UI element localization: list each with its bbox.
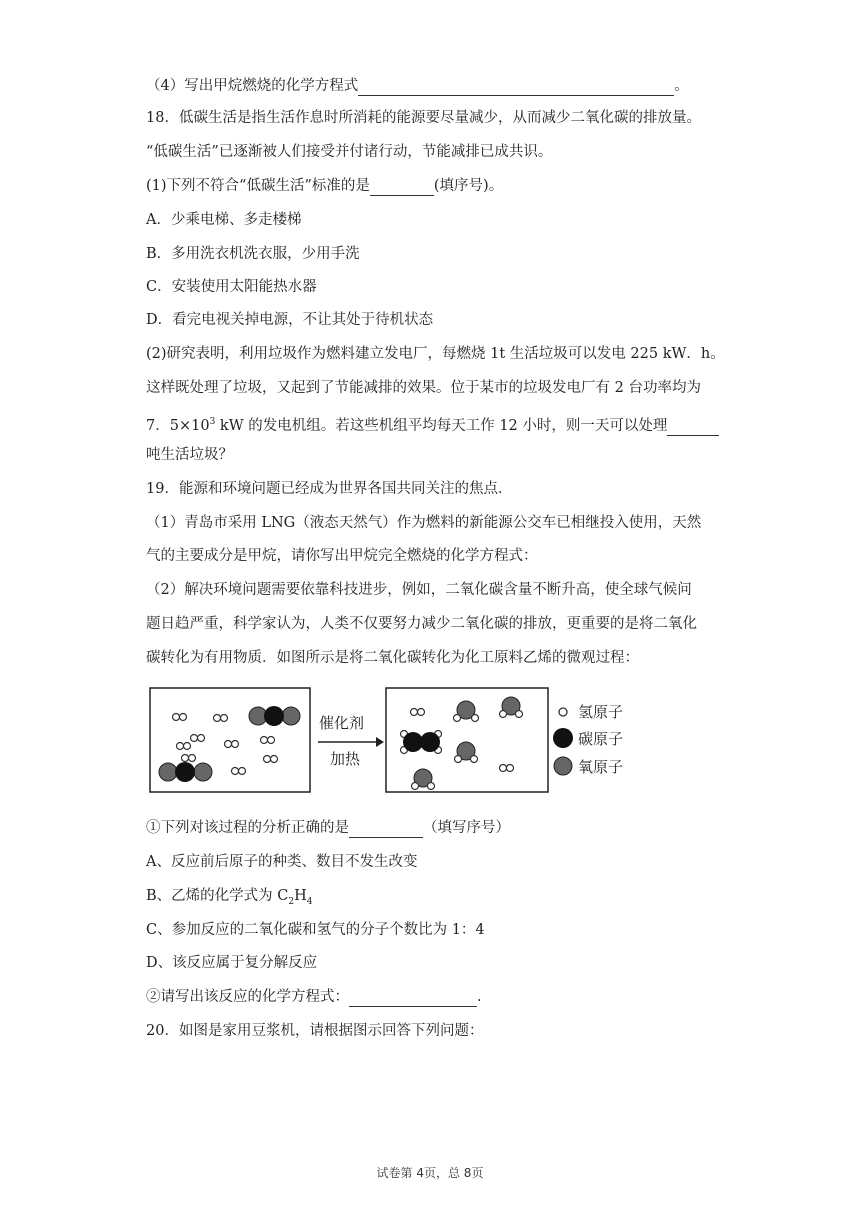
q19-p2-line1: （2）解决环境问题需要依靠科技进步，例如，二氧化碳含量不断升高，使全球气候问 (146, 582, 692, 598)
arrow-top-label: 催化剂 (319, 714, 365, 732)
q18-option-c: C．安装使用太阳能热水器 (146, 279, 317, 295)
q18-sub1 (146, 176, 503, 196)
carbon-atom-icon (553, 728, 573, 748)
q20-stem: 20．如图是家用豆浆机，请根据图示回答下列问题： (146, 1023, 484, 1039)
q19-option-b (146, 886, 312, 912)
answer-blank[interactable] (370, 179, 434, 196)
legend-oxygen: 氧原子 (578, 758, 624, 776)
q18-stem-line1: 18．低碳生活是指生活作息时所消耗的能源要尽量减少，从而减少二氧化碳的排放量。 (146, 110, 701, 126)
q18-option-a: A．少乘电梯、多走楼梯 (146, 212, 302, 228)
q19-q2 (146, 987, 482, 1007)
reactant-molecules (159, 706, 300, 782)
q17-4-line (146, 76, 689, 96)
answer-blank[interactable] (349, 990, 477, 1007)
q19-option-b-sub2: 4 (306, 896, 313, 907)
answer-blank[interactable] (667, 419, 719, 436)
q19-q1 (146, 818, 510, 838)
diagram-legend (553, 703, 623, 776)
q17-4-end: 。 (674, 78, 689, 94)
q19-option-b-sub1: 2 (288, 896, 295, 907)
q19-stem: 19．能源和环境问题已经成为世界各国共同关注的焦点． (146, 481, 513, 497)
q19-p2-line3: 碳转化为有用物质．如图所示是将二氧化碳转化为化工原料乙烯的微观过程： (146, 650, 639, 666)
q19-p2-line2: 题日趋严重，科学家认为，人类不仅要努力减少二氧化碳的排放，更重要的是将二氧化 (146, 616, 697, 632)
q18-sub2-line1: (2)研究表明，利用垃圾作为燃料建立发电厂，每燃烧 1t 生活垃圾可以发电 225 kW．h。 (146, 346, 725, 362)
q18-option-d: D．看完电视关掉电源，不让其处于待机状态 (146, 312, 434, 328)
q18-option-b: B．多用洗衣机洗衣服，少用手洗 (146, 246, 360, 262)
q18-sub2-line3-text: kW 的发电机组。若这些机组平均每天工作 12 小时，则一天可以处理 (215, 417, 668, 434)
legend-hydrogen: 氢原子 (578, 703, 624, 721)
q18-stem-line2: “低碳生活”已逐渐被人们接受并付诸行动，节能减排已成共识。 (146, 144, 553, 160)
q19-q2-text: ②请写出该反应的化学方程式： (146, 989, 349, 1005)
reaction-diagram (148, 686, 668, 806)
q18-sub2-line2: 这样既处理了垃圾，又起到了节能减排的效果。位于某市的垃圾发电厂有 2 台功率均为 (146, 380, 701, 396)
oxygen-atom-icon (554, 757, 572, 775)
arrow-head-icon (376, 737, 384, 747)
q18-sub1-text: (1)下列不符合“低碳生活”标准的是 (146, 178, 370, 194)
arrow-bottom-label: 加热 (330, 750, 361, 768)
q17-4-text: （4）写出甲烷燃烧的化学方程式 (146, 78, 359, 94)
q18-power-exponent: 3 (209, 417, 216, 427)
q19-q1-end: （填写序号） (423, 820, 510, 836)
page-footer: 试卷第 4页，总 8页 (376, 1166, 484, 1180)
hydrogen-atom-icon (559, 708, 567, 716)
answer-blank[interactable] (349, 821, 423, 838)
q19-p1-line2: 气的主要成分是甲烷，请你写出甲烷完全燃烧的化学方程式： (146, 548, 538, 564)
q18-sub1-end: (填序号)。 (433, 178, 504, 194)
legend-carbon: 碳原子 (578, 730, 624, 748)
q19-q1-text: ①下列对该过程的分析正确的是 (146, 820, 349, 836)
q19-option-d: D、该反应属于复分解反应 (146, 955, 318, 971)
q19-option-b-text: B、乙烯的化学式为 C (146, 888, 289, 904)
q19-option-a: A、反应前后原子的种类、数目不发生改变 (146, 854, 418, 870)
product-molecules (401, 697, 523, 790)
q19-q2-end: . (477, 989, 482, 1005)
answer-blank[interactable] (358, 79, 674, 96)
q19-p1-line1: （1）青岛市采用 LNG（液态天然气）作为燃料的新能源公交车已相继投入使用，天然 (146, 515, 702, 531)
q18-sub2-line3 (146, 412, 719, 436)
q19-option-c: C、参加反应的二氧化碳和氢气的分子个数比为 1：4 (146, 922, 485, 938)
q19-option-b-h: H (294, 888, 307, 904)
q18-power-value: 7．5×10 (146, 417, 210, 434)
q18-sub2-line4: 吨生活垃圾？ (146, 447, 233, 463)
